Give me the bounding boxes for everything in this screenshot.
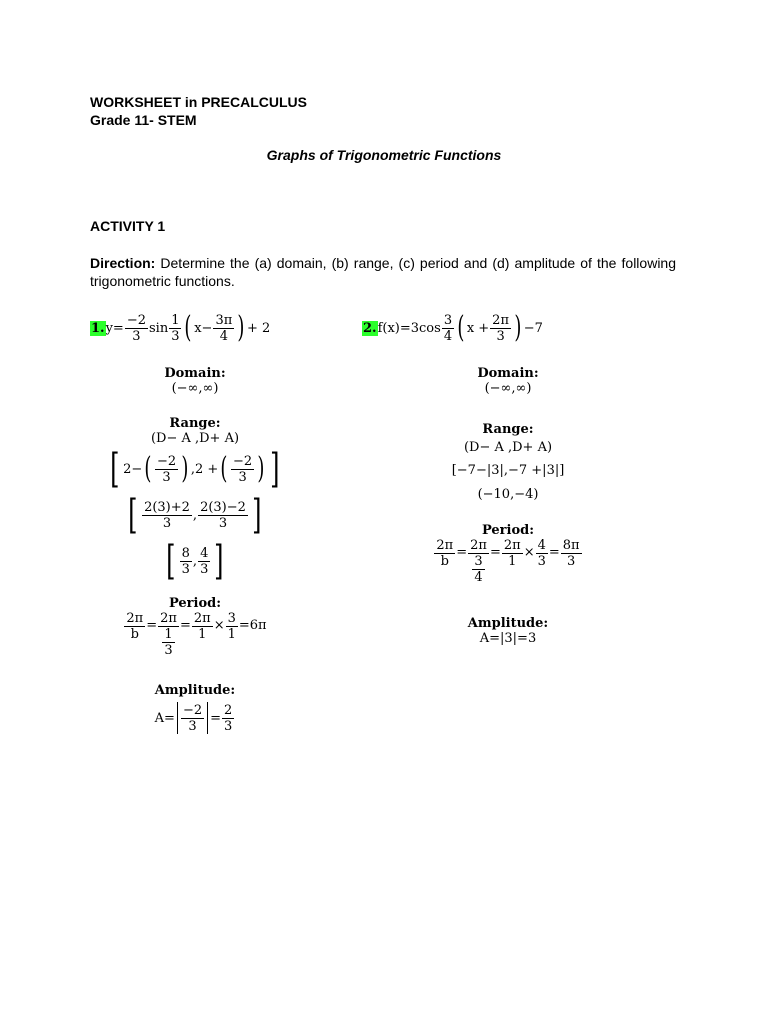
eq2-b-num: 3 (443, 312, 453, 328)
direction-label: Direction: (90, 255, 156, 271)
p1-period-label: Period: (168, 596, 222, 611)
eq1-b-den: 3 (171, 328, 180, 344)
p1-a-lhs: A= (154, 710, 175, 726)
eq1-coef (125, 313, 148, 344)
p1-p-eq2: = (179, 618, 191, 633)
p2-p-f2-dden: 4 (474, 570, 483, 585)
eq1-b (169, 313, 181, 344)
eq1-shift-den: 4 (219, 328, 228, 344)
p1-r2-comma: , (192, 507, 198, 523)
p1-a-abs-num: −2 (182, 702, 203, 718)
p1-r1-frac2 (231, 454, 254, 485)
p1-r1-lbracket: [ (110, 446, 120, 492)
p2-p-f2 (468, 538, 489, 585)
problem2-solution (408, 366, 608, 646)
problem2-number: 2. (363, 320, 377, 336)
p1-r3-rbracket: ] (214, 538, 224, 584)
p1-a-eq: = (210, 710, 222, 726)
p2-domain-value: (−∞,∞) (484, 381, 532, 396)
p2-p-f2-num: 2π (470, 538, 487, 553)
activity-label: ACTIVITY 1 (90, 218, 166, 234)
eq1-coef-num: −2 (126, 312, 146, 328)
p1-r3-frac2 (198, 546, 210, 577)
problem1-solution (95, 366, 295, 738)
p1-p-eq1: = (146, 618, 158, 633)
p1-r3-f2-num: 4 (200, 545, 209, 561)
eq1-b-num: 1 (171, 312, 180, 328)
p1-r2-lbracket: [ (128, 492, 138, 538)
p2-p-f1 (434, 538, 455, 569)
p1-p-f4-den: 1 (227, 627, 236, 642)
p1-r2-f1-den: 3 (162, 515, 172, 531)
eq1-shift (213, 313, 234, 344)
p2-range-step2: (−10,−4) (477, 487, 539, 502)
p1-a-bar-right (207, 702, 208, 734)
problem1-equation (90, 306, 270, 350)
p1-r1-f1-num: −2 (156, 453, 177, 469)
p1-p-f4 (226, 611, 238, 642)
eq2-lhs: f(x)=3cos (377, 320, 441, 336)
p1-amplitude-work (95, 698, 295, 738)
eq2-shift-num: 2π (492, 312, 509, 328)
p1-p-f2-num: 2π (160, 611, 177, 626)
p1-p-f1-num: 2π (126, 611, 144, 626)
eq2-shift-den: 3 (496, 328, 505, 344)
p1-r2-f2-num: 2(3)−2 (200, 499, 246, 515)
p2-p-f5 (561, 538, 582, 569)
eq1-shift-num: 3π (215, 312, 233, 328)
p1-r2-f2-den: 3 (218, 515, 228, 531)
p1-p-f1 (124, 611, 145, 642)
p1-p-f2 (158, 611, 179, 658)
p1-r2-f1-num: 2(3)+2 (144, 499, 190, 515)
p2-p-f1-num: 2π (436, 538, 454, 553)
eq2-tail: −7 (523, 320, 543, 336)
worksheet-title: WORKSHEET in PRECALCULUS (90, 94, 307, 110)
p2-p-f3-num: 2π (503, 538, 521, 553)
p2-range-step1: [−7−|3|,−7 +|3|] (451, 463, 565, 478)
problem2-equation (362, 306, 543, 350)
p2-p-f5-den: 3 (567, 554, 576, 569)
p2-domain-label: Domain: (477, 366, 539, 381)
p1-r1-rbracket: ] (270, 446, 280, 492)
p1-r1-rp2: ) (257, 451, 265, 486)
p1-period-work (95, 611, 295, 667)
eq2-b-den: 4 (443, 328, 453, 344)
p1-p-f1-den: b (130, 627, 139, 642)
p1-r3-lbracket: [ (166, 538, 176, 584)
eq1-func: sin (149, 320, 169, 336)
topic-title: Graphs of Trigonometric Functions (266, 147, 502, 163)
p2-p-f4-den: 3 (537, 554, 546, 569)
grade-label: Grade 11- STEM (90, 112, 197, 128)
p1-r3-comma: , (192, 553, 198, 569)
eq1-inner: x− (194, 320, 213, 336)
p1-r1-f1-den: 3 (162, 469, 171, 485)
p2-amplitude-label: Amplitude: (467, 616, 549, 631)
eq1-coef-den: 3 (132, 328, 141, 344)
direction-text: Determine the (a) domain, (b) range, (c) period and (d) amplitude of the following trigonometric functions. (90, 255, 676, 289)
p2-p-f3-den: 1 (508, 554, 517, 569)
p2-p-eq2: = (489, 545, 501, 560)
p1-r2-frac1 (142, 500, 192, 531)
p2-p-f3 (502, 538, 523, 569)
p2-p-f2-dnum: 3 (474, 554, 483, 569)
p1-p-f3-den: 1 (198, 627, 207, 642)
p2-p-eq3: = (548, 545, 560, 560)
p1-r2-frac2 (198, 500, 248, 531)
eq1-rparen: ) (237, 310, 245, 345)
p1-p-f2-dden: 3 (164, 643, 173, 658)
p2-p-f5-num: 8π (562, 538, 580, 553)
p1-a-res-num: 2 (224, 702, 233, 718)
eq2-inner: x + (466, 320, 490, 336)
p1-r1-frac1 (155, 454, 178, 485)
p1-a-abs (181, 703, 204, 734)
p1-a-abs-den: 3 (188, 718, 197, 734)
p2-period-label: Period: (481, 523, 535, 538)
p1-domain-label: Domain: (164, 366, 226, 381)
p2-amplitude-value: A=|3|=3 (479, 631, 537, 646)
p2-p-eq1: = (456, 545, 468, 560)
p2-p-f4 (536, 538, 548, 569)
p1-range-label: Range: (169, 416, 221, 431)
p1-p-f2-dnum: 1 (164, 627, 173, 642)
p1-r1-f2-den: 3 (238, 469, 247, 485)
direction-paragraph (90, 254, 676, 290)
p1-r1-a: 2− (123, 461, 143, 477)
p1-r3-frac1 (180, 546, 192, 577)
p1-r1-lp2: ( (220, 451, 228, 486)
eq2-b (442, 313, 454, 344)
eq2-lparen: ( (457, 310, 465, 345)
p1-r2-rbracket: ] (252, 492, 262, 538)
p1-p-times: × (213, 618, 225, 633)
eq2-rparen: ) (514, 310, 522, 345)
p1-r1-f2-num: −2 (233, 453, 253, 469)
p2-p-times: × (523, 545, 535, 560)
p1-domain-value: (−∞,∞) (171, 381, 219, 396)
eq2-shift (490, 313, 511, 344)
p1-p-f3 (192, 611, 213, 642)
p1-amplitude-label: Amplitude: (154, 683, 236, 698)
p2-range-label: Range: (482, 422, 534, 437)
p1-p-f4-num: 3 (227, 611, 236, 626)
p1-range-step3 (95, 538, 295, 584)
p2-p-f4-num: 4 (537, 538, 546, 553)
p1-r3-f1-num: 8 (181, 545, 190, 561)
eq1-tail: + 2 (246, 320, 271, 336)
p1-r3-f2-den: 3 (200, 561, 209, 577)
p1-r1-rp1: ) (181, 451, 189, 486)
problem1-number: 1. (91, 320, 105, 336)
p1-range-step1 (95, 446, 295, 492)
p1-r1-b: ,2 + (190, 461, 219, 477)
p1-range-formula: (D− A ,D+ A) (150, 431, 240, 446)
eq1-lhs: y= (105, 320, 124, 336)
p1-a-res-den: 3 (224, 718, 233, 734)
p1-range-step2 (95, 492, 295, 538)
p2-range-formula: (D− A ,D+ A) (463, 440, 553, 455)
p1-p-f3-num: 2π (193, 611, 211, 626)
p2-period-work (408, 538, 608, 598)
p2-p-f1-den: b (440, 554, 449, 569)
p1-p-result: =6π (238, 618, 267, 633)
p1-a-bar-left (177, 702, 178, 734)
p1-a-res (222, 703, 234, 734)
eq1-lparen: ( (184, 310, 192, 345)
p1-r3-f1-den: 3 (181, 561, 190, 577)
p1-r1-lp1: ( (144, 451, 152, 486)
